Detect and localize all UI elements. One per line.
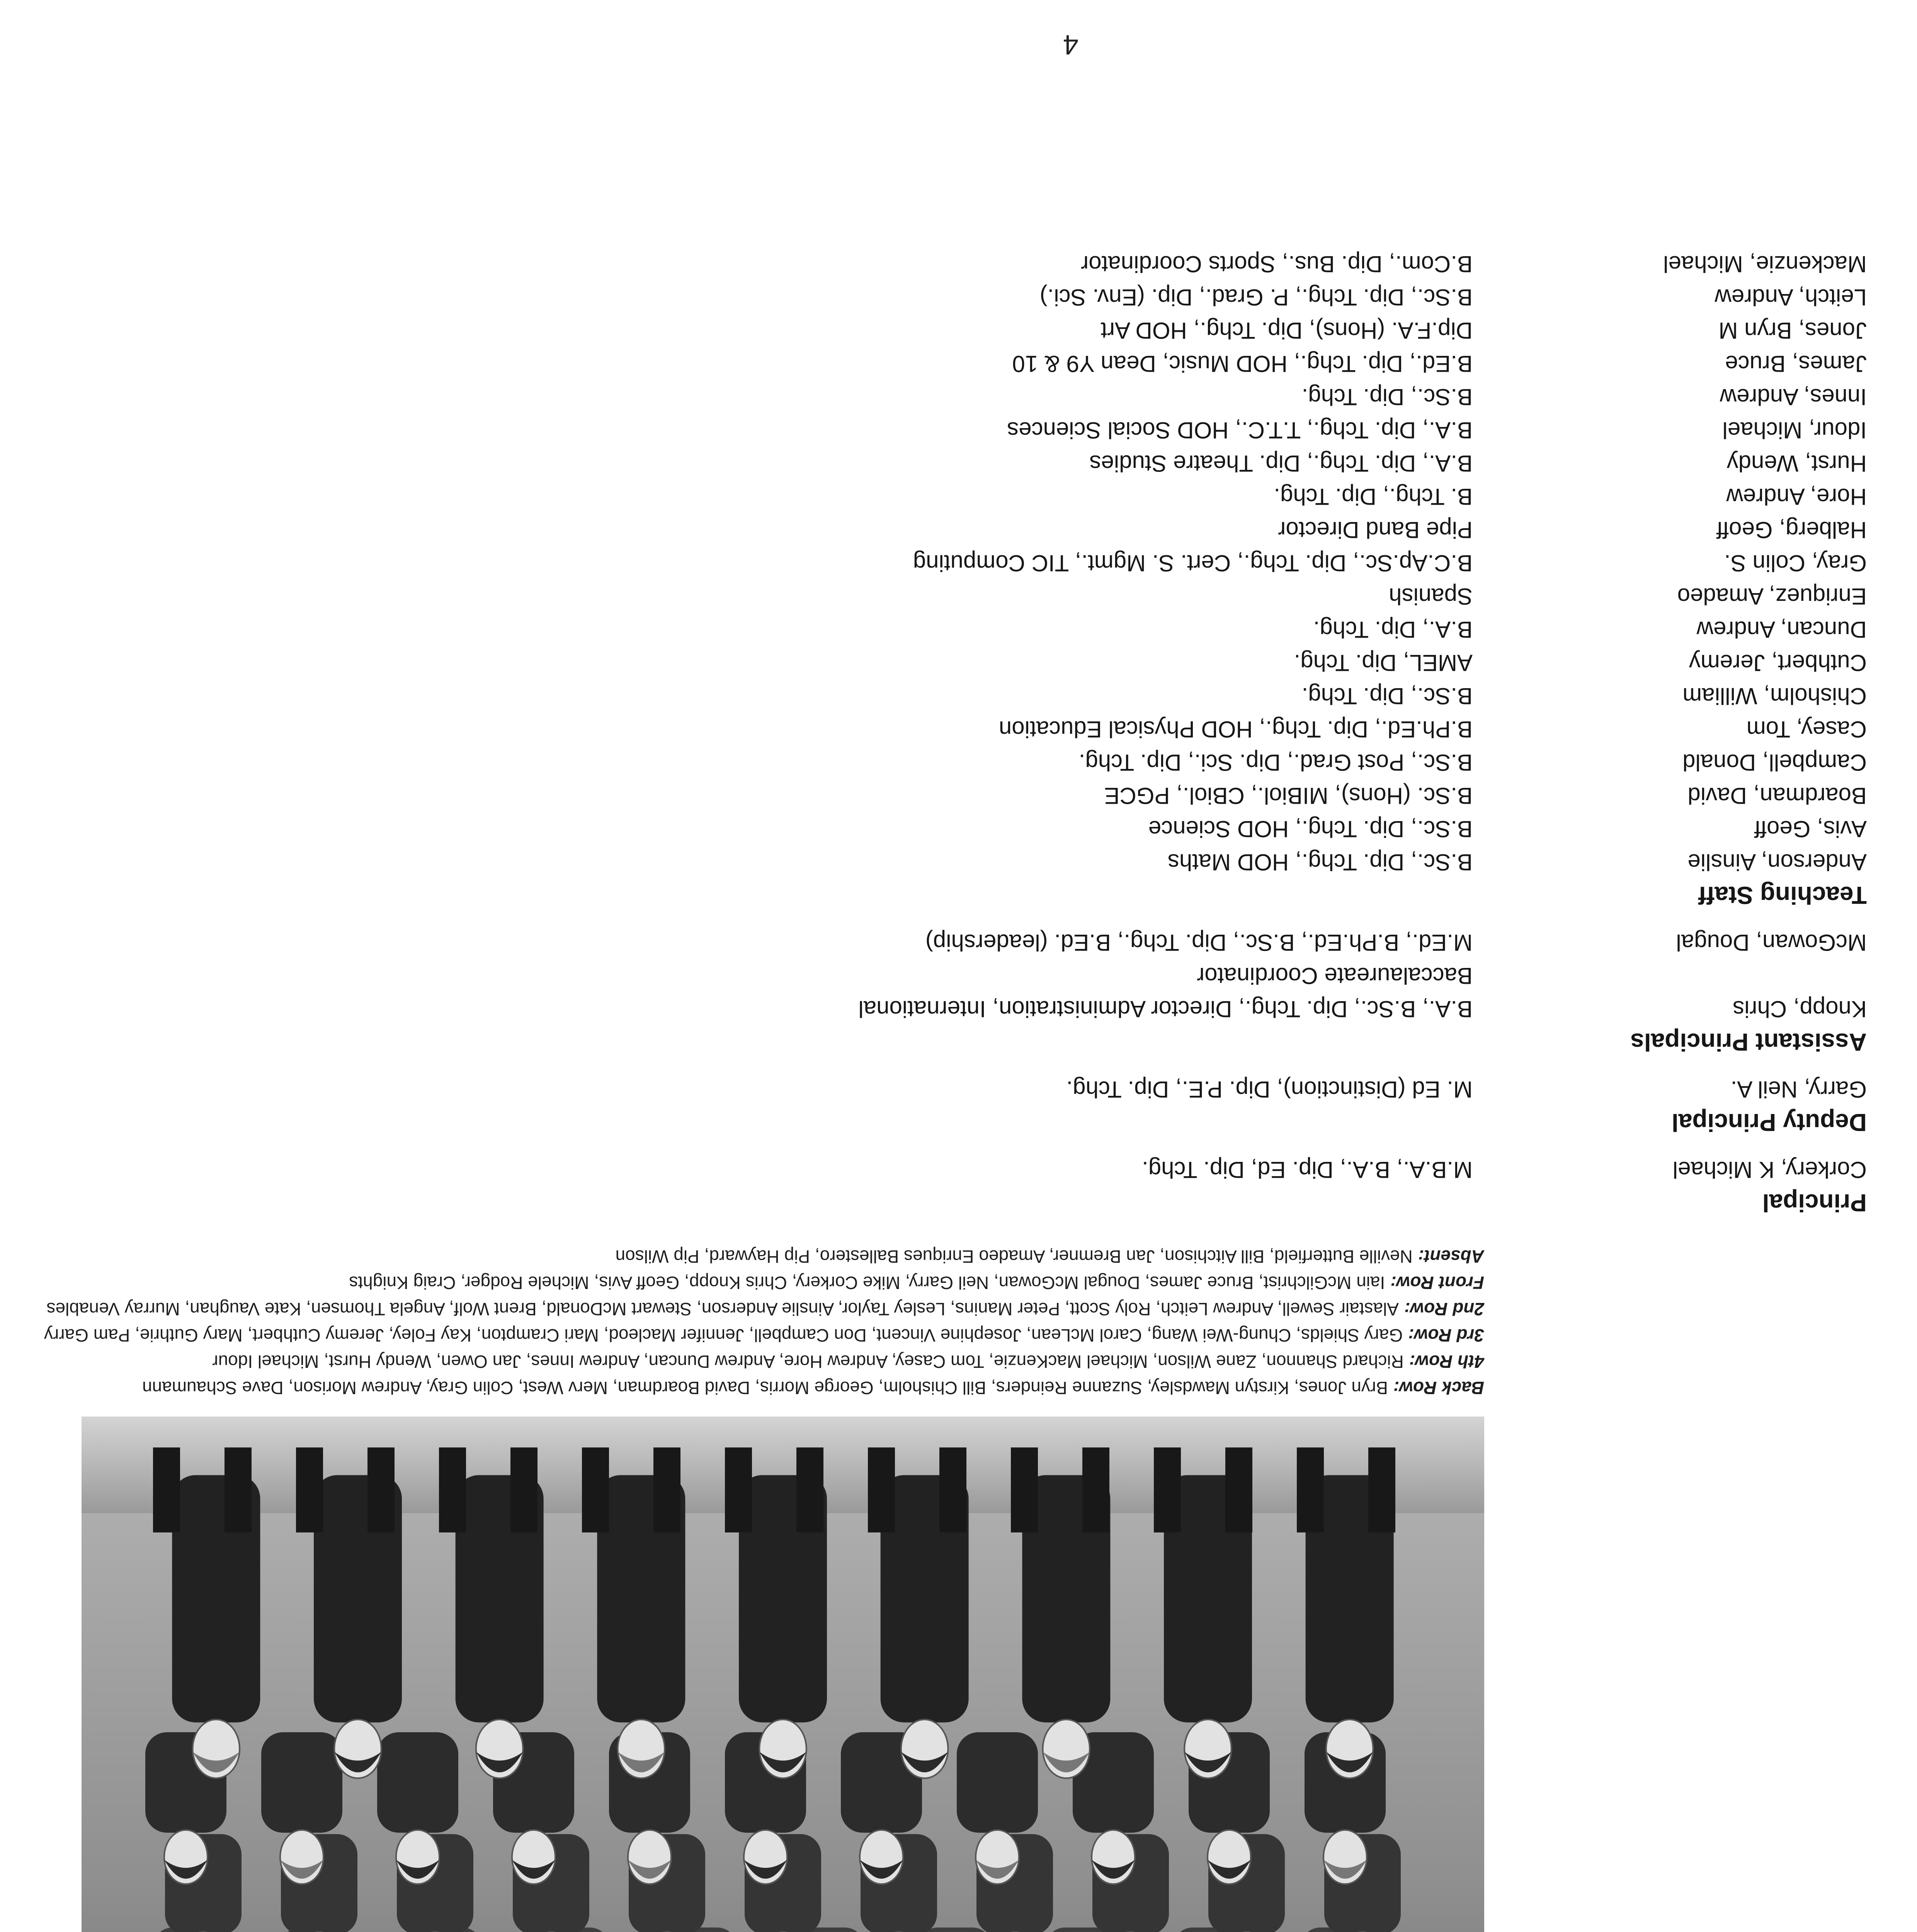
assistant-principals-heading: Assistant Principals [1630, 1028, 1867, 1056]
person-legs [1297, 1447, 1324, 1532]
caption-names: Richard Shannon, Zane Wilson, Michael MacKenzie, Tom Casey, Andrew Hore, Andrew Duncan, Andrew Innes, Jan Owen, Wendy Hurst, Michael Idour [212, 1352, 1404, 1372]
staff-entry [244, 447, 1867, 480]
person-legs [653, 1447, 680, 1532]
staff-directory [244, 247, 1867, 1219]
group-photo-image [82, 1417, 1484, 1932]
staff-qualifications: Pipe Band Director [1278, 517, 1473, 543]
staff-qualifications: B.Sc., Dip. Tchg., P. Grad., Dip. (Env. Sci.) [1039, 284, 1473, 310]
staff-name: Corkery, K Michael [1672, 1157, 1867, 1183]
person-legs [1225, 1447, 1252, 1532]
staff-name: Jones, Bryn M [1718, 318, 1867, 344]
staff-entry [244, 959, 1867, 1026]
staff-entry [244, 580, 1867, 613]
caption-label: Absent: [1418, 1247, 1484, 1267]
person-legs [510, 1447, 538, 1532]
caption-names: Bryn Jones, Kirstyn Mawdsley, Suzanne Reinders, Bill Chisholm, George Morris, David Boardman, Merv West, Colin Gray, Andrew Morison, Dave Schaumann [142, 1378, 1388, 1398]
caption-names: Alastair Sewell, Andrew Leitch, Roly Scott, Peter Manins, Lesley Taylor, Ainslie Anderson, Stewart McDonald, Brent Wolf, Angela Thomsen, Kate Vaughan, Murray Venables [46, 1299, 1399, 1319]
staff-entry [244, 779, 1867, 812]
staff-entry [244, 613, 1867, 646]
staff-qualifications: M.B.A., B.A., Dip. Ed, Dip. Tchg. [1142, 1157, 1473, 1183]
staff-name: Anderson, Ainslie [1687, 849, 1867, 875]
caption-3rd-row [44, 1322, 1484, 1349]
staff-qualifications: AMEL, Dip. Tchg. [1294, 650, 1473, 676]
staff-qualifications: B.A., Dip. Tchg., T.T.C., HOD Social Sciences [1007, 417, 1473, 443]
staff-name: Casey, Tom [1746, 716, 1867, 742]
staff-name: Duncan, Andrew [1696, 617, 1867, 643]
staff-qualifications: B.Sc., Post Grad., Dip. Sci., Dip. Tchg. [1078, 750, 1473, 776]
staff-name: McGowan, Dougal [1676, 930, 1867, 956]
staff-name: Gray, Colin S. [1724, 550, 1867, 576]
person-legs [796, 1447, 823, 1532]
teaching-staff-list [244, 247, 1867, 879]
staff-qualifications: B.A., B.Sc., Dip. Tchg., Director Administration, International Baccalaureate Coordinator [858, 963, 1473, 1022]
staff-qualifications: B.Sc., Dip. Tchg. [1301, 683, 1473, 709]
caption-2nd-row [47, 1296, 1484, 1322]
page-number: 4 [1063, 29, 1078, 60]
staff-entry [244, 347, 1867, 380]
person-body [957, 1732, 1038, 1833]
person-legs [225, 1447, 252, 1532]
staff-entry [244, 247, 1867, 281]
person-legs [1368, 1447, 1395, 1532]
staff-qualifications: B.Sc., Dip. Tchg., HOD Maths [1167, 849, 1473, 875]
caption-label: 4th Row: [1409, 1352, 1484, 1372]
photo-caption-list [44, 1243, 1484, 1401]
staff-name: Hurst, Wendy [1726, 451, 1867, 476]
staff-qualifications: M. Ed (Distinction), Dip. P.E., Dip. Tchg. [1066, 1077, 1473, 1102]
staff-name: Garry, Neil A. [1730, 1077, 1867, 1102]
caption-label: Back Row: [1393, 1378, 1484, 1398]
staff-qualifications: B.Sc., Dip. Tchg. [1301, 384, 1473, 410]
staff-name: Hore, Andrew [1726, 484, 1867, 510]
staff-qualifications: B.Sc., Dip. Tchg., HOD Science [1148, 816, 1473, 842]
staff-name: Cuthbert, Jeremy [1689, 650, 1867, 676]
person-body [377, 1732, 458, 1833]
caption-names: Iain McGilchrist, Bruce James, Dougal McGowan, Neil Garry, Mike Corkery, Chris Knopp, Geoff Avis, Michele Rodger, Craig Knights [349, 1273, 1385, 1293]
staff-entry [244, 513, 1867, 546]
caption-names: Gary Shields, Chung-Wei Wang, Carol McLean, Josephine Vincent, Don Campbell, Jennifer Macleod, Mari Crampton, Kay Foley, Jeremy Cuthbert, Mary Guthrie, Pam Garry [44, 1325, 1403, 1345]
person-body [261, 1732, 342, 1833]
staff-name: James, Bruce [1725, 351, 1867, 377]
staff-entry [244, 746, 1867, 779]
staff-name: Enriquez, Amadeo [1677, 583, 1867, 609]
person-legs [939, 1447, 966, 1532]
staff-name: Leitch, Andrew [1715, 284, 1867, 310]
staff-qualifications: Dip.F.A. (Hons), Dip. Tchg., HOD Art [1101, 318, 1473, 344]
person-legs [153, 1447, 180, 1532]
staff-name: Innes, Andrew [1720, 384, 1867, 410]
person-legs [582, 1447, 609, 1532]
person-legs [725, 1447, 752, 1532]
person-legs [296, 1447, 323, 1532]
staff-entry [244, 314, 1867, 347]
principal-heading: Principal [1762, 1189, 1867, 1217]
caption-front-row [47, 1270, 1484, 1296]
caption-label: 2nd Row: [1404, 1299, 1484, 1319]
staff-qualifications: B.A., Dip. Tchg., Dip. Theatre Studies [1089, 451, 1473, 476]
person-legs [367, 1447, 395, 1532]
person-legs [1082, 1447, 1109, 1532]
staff-name: Idour, Michael [1722, 417, 1867, 443]
staff-name: Mackenzie, Michael [1663, 251, 1867, 277]
staff-qualifications: B.A., Dip. Tchg. [1313, 617, 1473, 643]
person-legs [1011, 1447, 1038, 1532]
staff-name: Chisholm, William [1682, 683, 1867, 709]
staff-entry [244, 926, 1867, 959]
staff-qualifications: Spanish [1389, 583, 1473, 609]
staff-entry [244, 713, 1867, 746]
caption-absent [47, 1243, 1484, 1270]
staff-entry [244, 646, 1867, 679]
staff-name: Halberg, Geoff [1716, 517, 1867, 543]
caption-back-row [47, 1375, 1484, 1401]
staff-group-photo [82, 1417, 1484, 1932]
staff-qualifications: B.Com., Dip. Bus., Sports Coordinator [1081, 251, 1473, 277]
person-legs [439, 1447, 466, 1532]
staff-entry [244, 845, 1867, 879]
staff-entry [244, 1073, 1867, 1106]
staff-name: Avis, Geoff [1754, 816, 1867, 842]
person-legs [1154, 1447, 1181, 1532]
teaching-staff-heading: Teaching Staff [1698, 881, 1867, 909]
caption-names: Neville Butterfield, Bill Aitchison, Jan Bremner, Amadeo Enriques Ballestero, Pip Hayward, Pip Wilson [615, 1247, 1413, 1267]
caption-label: 3rd Row: [1408, 1325, 1484, 1345]
staff-entry [244, 413, 1867, 447]
staff-qualifications: B. Tchg., Dip. Tchg. [1274, 484, 1473, 510]
caption-4th-row [47, 1349, 1484, 1375]
staff-qualifications: B.Ed., Dip. Tchg., HOD Music, Dean Y9 & 10 [1012, 351, 1473, 377]
staff-entry [244, 380, 1867, 413]
caption-label: Front Row: [1390, 1273, 1484, 1293]
staff-entry [244, 480, 1867, 513]
staff-name: Knopp, Chris [1733, 996, 1867, 1022]
staff-qualifications: B.Ph.Ed., Dip. Tchg., HOD Physical Education [998, 716, 1473, 742]
staff-qualifications: B.Sc. (Hons), MIBiol., CBiol., PGCE [1104, 783, 1473, 809]
person-legs [868, 1447, 895, 1532]
staff-entry [244, 812, 1867, 845]
staff-name: Boardman, David [1687, 783, 1867, 809]
staff-entry [244, 281, 1867, 314]
staff-entry [244, 1153, 1867, 1186]
staff-qualifications: B.C.Ap.Sc., Dip. Tchg., Cert. S. Mgmt., TIC Computing [913, 550, 1473, 576]
staff-name: Campbell, Donald [1682, 750, 1867, 776]
staff-qualifications: M.Ed., B.Ph.Ed., B.Sc., Dip. Tchg., B.Ed. (leadership) [925, 930, 1473, 956]
staff-entry [244, 546, 1867, 580]
staff-entry [244, 679, 1867, 713]
deputy-principal-heading: Deputy Principal [1672, 1109, 1867, 1136]
